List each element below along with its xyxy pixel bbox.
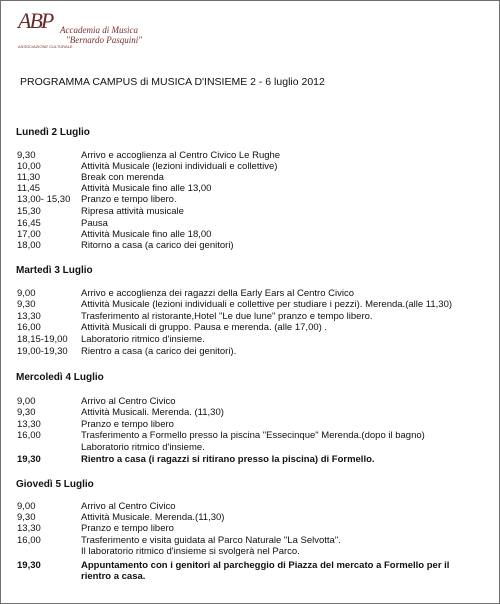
- schedule-row: [0, 288, 500, 299]
- schedule-activity: Pranzo e tempo libero.: [81, 194, 177, 205]
- schedule-row: [0, 206, 500, 217]
- schedule-row: [0, 523, 500, 534]
- schedule-row: [0, 299, 500, 310]
- schedule-activity: Pausa: [81, 218, 108, 229]
- schedule-activity: Rientro a casa (i ragazzi si ritirano presso la piscina) di Formello.: [81, 454, 375, 465]
- schedule-row: [0, 218, 500, 229]
- schedule-row: [0, 419, 500, 430]
- schedule-activity: Pranzo e tempo libero: [81, 419, 174, 430]
- schedule-time: 13,30: [17, 523, 41, 534]
- schedule-activity: Attività Musicale fino alle 18,00: [81, 229, 212, 240]
- schedule-time: 9,00: [17, 396, 36, 407]
- schedule-time: 15,30: [17, 206, 41, 217]
- schedule-activity: Arrivo al Centro Civico: [81, 501, 176, 512]
- schedule-row: [0, 442, 500, 453]
- schedule-time: 16,00: [17, 430, 41, 441]
- schedule-activity: Trasferimento e visita guidata al Parco Naturale "La Selvotta".: [81, 535, 341, 546]
- schedule-time: 9,00: [17, 501, 36, 512]
- schedule-activity: Laboratorio ritmico d'insieme.: [81, 334, 205, 345]
- schedule-row: [0, 150, 500, 161]
- day-heading: Lunedì 2 Luglio: [16, 127, 90, 138]
- schedule-time: 19,00-19,30: [17, 346, 68, 357]
- document-title: PROGRAMMA CAMPUS di MUSICA D'INSIEME 2 - 6 luglio 2012: [20, 76, 325, 88]
- schedule-time: 9,30: [17, 150, 36, 161]
- schedule-time: 16,00: [17, 322, 41, 333]
- schedule-row: [0, 546, 500, 557]
- schedule-activity: rientro a casa.: [81, 571, 146, 582]
- schedule-row: [0, 183, 500, 194]
- logo-tagline: ASSOCIAZIONE CULTURALE: [18, 44, 73, 49]
- schedule-time: 13,00- 15,30: [17, 194, 71, 205]
- schedule-activity: Break con merenda: [81, 172, 164, 183]
- schedule-time: 9,30: [17, 407, 36, 418]
- schedule-time: 13,30: [17, 311, 41, 322]
- schedule-row: [0, 172, 500, 183]
- schedule-row: [0, 334, 500, 345]
- schedule-activity: Arrivo e accoglienza al Centro Civico Le Rughe: [81, 150, 281, 161]
- schedule-time: 19,30: [17, 560, 41, 571]
- schedule-row: [0, 240, 500, 251]
- schedule-activity: Trasferimento a Formello presso la piscina "Essecinque" Merenda.(dopo il bagno): [81, 430, 425, 441]
- schedule-activity: Arrivo al Centro Civico: [81, 396, 176, 407]
- day-heading: Martedì 3 Luglio: [16, 265, 93, 276]
- schedule-activity: Appuntamento con i genitori al parcheggio di Piazza del mercato a Formello per il: [81, 560, 450, 571]
- schedule-activity: Laboratorio ritmico d'insieme.: [81, 442, 205, 453]
- academy-logo: [14, 8, 142, 49]
- schedule-activity: Rientro a casa (a carico dei genitori).: [81, 346, 237, 357]
- schedule-row: [0, 311, 500, 322]
- schedule-time: 10,00: [17, 161, 41, 172]
- logo-monogram: ABP: [18, 8, 53, 33]
- schedule-time: 9,30: [17, 512, 36, 523]
- logo-name-line2: "Bernardo Pasquini": [66, 35, 142, 45]
- schedule-row: [0, 396, 500, 407]
- schedule-row: [0, 229, 500, 240]
- schedule-time: 9,30: [17, 299, 36, 310]
- schedule-activity: Attività Musicale (lezioni individuali e collettive): [81, 161, 278, 172]
- schedule-time: 9,00: [17, 288, 36, 299]
- schedule-activity: Ripresa attività musicale: [81, 206, 184, 217]
- schedule-row: [0, 407, 500, 418]
- schedule-row: [0, 560, 500, 571]
- logo-name-line1: Accademia di Musica: [60, 25, 138, 35]
- schedule-time: 19,30: [17, 454, 41, 465]
- schedule-row: [0, 430, 500, 441]
- day-heading: Mercoledì 4 Luglio: [16, 372, 104, 383]
- schedule-activity: Il laboratorio ritmico d'insieme si svolgerà nel Parco.: [81, 546, 300, 557]
- schedule-activity: Attività Musicale fino alle 13,00: [81, 183, 212, 194]
- schedule-time: 18,00: [17, 240, 41, 251]
- schedule-row: [0, 322, 500, 333]
- schedule-row: [0, 571, 500, 582]
- schedule-row: [0, 512, 500, 523]
- schedule-time: 17,00: [17, 229, 41, 240]
- schedule-time: 13,30: [17, 419, 41, 430]
- schedule-activity: Attività Musicale. Merenda.(11,30): [81, 512, 225, 523]
- schedule-activity: Attività Musicale (lezioni individuali e collettive per studiare i pezzi). Merenda.(alle 11,30): [81, 299, 453, 310]
- schedule-activity: Trasferimento al ristorante,Hotel "Le due lune" pranzo e tempo libero.: [81, 311, 373, 322]
- schedule-time: 11,30: [17, 172, 41, 183]
- schedule-time: 16,00: [17, 535, 41, 546]
- schedule-activity: Arrivo e accoglienza dei ragazzi della Early Ears al Centro Civico: [81, 288, 354, 299]
- schedule-row: [0, 454, 500, 465]
- schedule-row: [0, 501, 500, 512]
- schedule-row: [0, 161, 500, 172]
- schedule-activity: Pranzo e tempo libero: [81, 523, 174, 534]
- schedule-row: [0, 194, 500, 205]
- schedule-row: [0, 346, 500, 357]
- schedule-row: [0, 535, 500, 546]
- day-heading: Giovedì 5 Luglio: [16, 479, 94, 490]
- schedule-time: 16,45: [17, 218, 41, 229]
- schedule-time: 11,45: [17, 183, 41, 194]
- schedule-activity: Ritorno a casa (a carico dei genitori): [81, 240, 234, 251]
- schedule-time: 18,15-19,00: [17, 334, 68, 345]
- schedule-activity: Attività Musicali di gruppo. Pausa e merenda. (alle 17,00) .: [81, 322, 328, 333]
- schedule-activity: Attività Musicali. Merenda. (11,30): [81, 407, 224, 418]
